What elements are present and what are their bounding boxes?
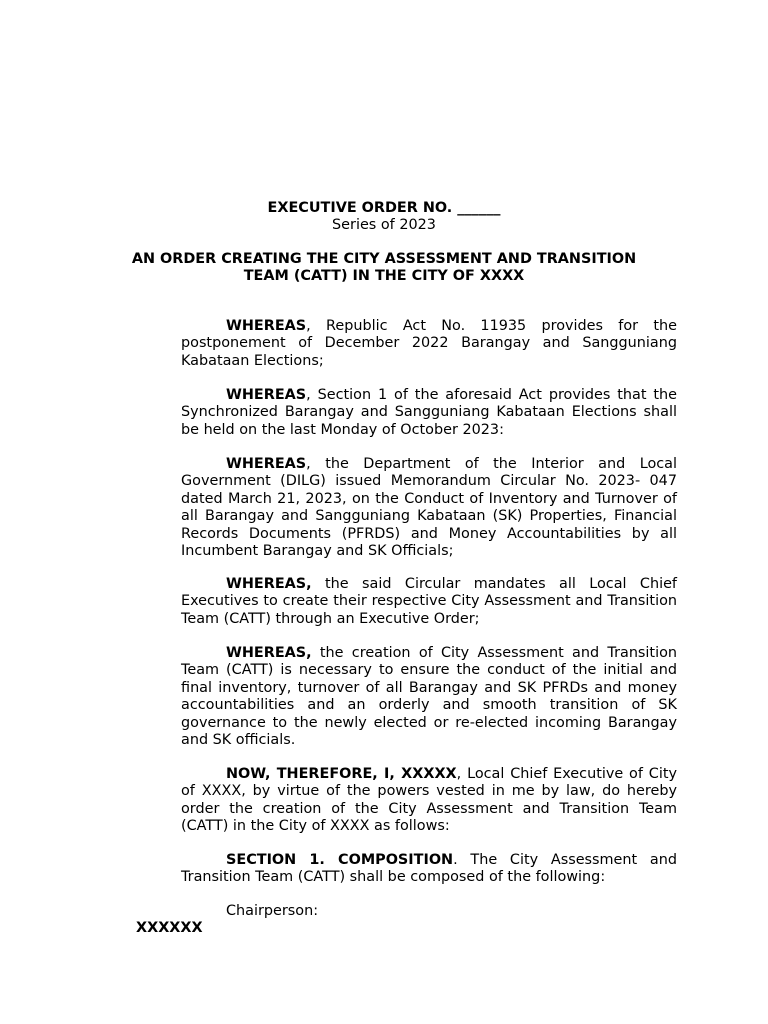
paragraph-lead: WHEREAS, <box>226 576 312 592</box>
paragraph-text: , Local Chief Executive of City of XXXX, by virtue of the powers vested in me by law, do hereby order the creation of the City Assessment and Transition Team (CATT) in the City of XXXX as follows: <box>181 766 677 835</box>
whereas-paragraph-5 <box>181 645 677 749</box>
paragraph-text: , Section 1 of the aforesaid Act provides that the Synchronized Barangay and Sangguniang Kabataan Elections shall be held on the last Monday of October 2023: <box>181 387 677 438</box>
chairperson-name: XXXXXX <box>136 920 203 936</box>
paragraph-lead: WHEREAS <box>226 456 307 472</box>
document-title: EXECUTIVE ORDER NO. ______ <box>267 200 501 216</box>
paragraph-text: the said Circular mandates all Local Chief Executives to create their respective City Assessment and Transition Team (CATT) through an Executive Order; <box>181 576 677 627</box>
order-heading-line-1: AN ORDER CREATING THE CITY ASSESSMENT AND TRANSITION <box>131 251 637 267</box>
section-1-paragraph <box>181 852 677 887</box>
paragraph-lead: WHEREAS <box>226 318 307 334</box>
paragraph-lead: WHEREAS <box>226 387 307 403</box>
paragraph-lead: NOW, THEREFORE, I, XXXXX <box>226 766 457 782</box>
chairperson-label: Chairperson: <box>226 903 319 919</box>
whereas-paragraph-4 <box>181 576 677 628</box>
order-heading-line-2: TEAM (CATT) IN THE CITY OF XXXX <box>243 268 525 284</box>
paragraph-text: , Republic Act No. 11935 provides for the postponement of December 2022 Barangay and Sangguniang Kabataan Elections; <box>181 318 677 369</box>
now-therefore-paragraph <box>181 766 677 836</box>
whereas-paragraph-2 <box>181 387 677 439</box>
paragraph-lead: SECTION 1. COMPOSITION <box>226 852 454 868</box>
paragraph-text: , the Department of the Interior and Local Government (DILG) issued Memorandum Circular No. 2023- 047 dated March 21, 2023, on the Conduct of Inventory and Turnover of all Barangay and Sangguniang Kabataan (SK) Properties, Financial Records Documents (PFRDS) and Money Accountabilities by all Incumbent Barangay and SK Officials; <box>181 456 677 560</box>
whereas-paragraph-1 <box>181 318 677 370</box>
paragraph-text: . The City Assessment and Transition Team (CATT) shall be composed of the following: <box>181 852 677 886</box>
whereas-paragraph-3 <box>181 456 677 560</box>
paragraph-text: the creation of City Assessment and Transition Team (CATT) is necessary to ensure the conduct of the initial and final inventory, turnover of all Barangay and SK PFRDs and money accountabilities and an orderly and smooth transition of SK governance to the newly elected or re-elected incoming Barangay and SK officials. <box>181 645 677 749</box>
document-series: Series of 2023 <box>332 217 436 233</box>
paragraph-lead: WHEREAS, <box>226 645 312 661</box>
